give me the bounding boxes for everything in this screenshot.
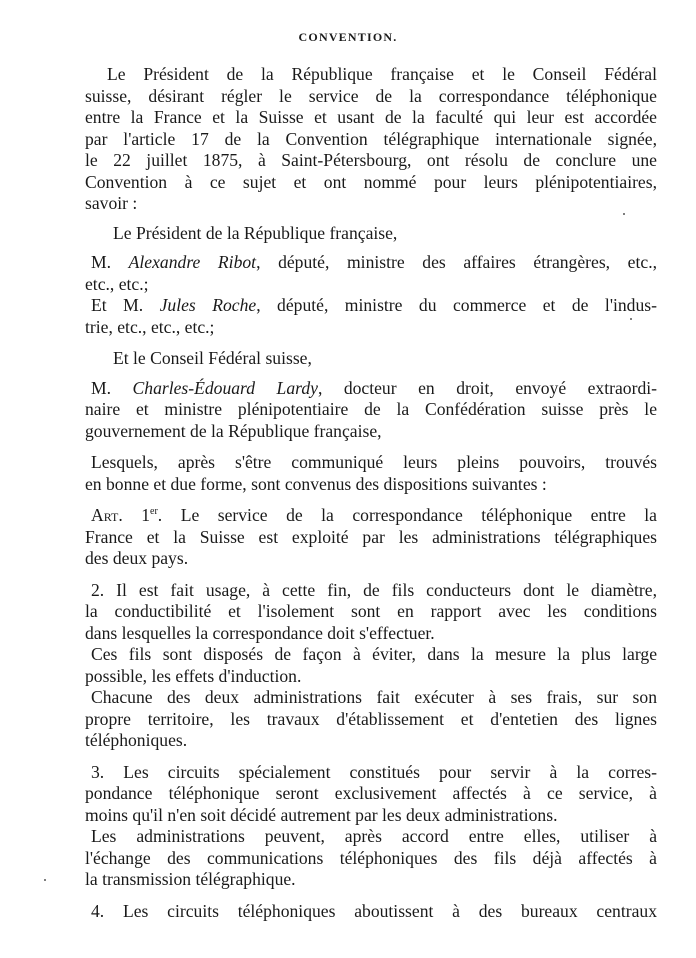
lardy-line — [85, 378, 657, 400]
roche-line — [85, 295, 657, 317]
article-3-para2-line: l'échange des communications téléphoniques des fils déjà affectés à — [85, 847, 657, 868]
france-party-intro: Le Président de la République française, — [113, 222, 398, 243]
article-2-para2-line: possible, les effets d'induction. — [85, 665, 302, 686]
article-3-para2-line: Les administrations peuvent, après accord entre elles, utiliser à — [91, 826, 657, 846]
article-2-para2-line: Ces fils sont disposés de façon à éviter, dans la mesure la plus large — [91, 644, 657, 664]
article-2-para3-line: propre territoire, les travaux d'établissement et d'entetien des lignes — [85, 708, 657, 729]
preamble-line: suisse, désirant régler le service de la correspondance téléphonique — [85, 85, 657, 106]
ribot-line — [85, 252, 657, 274]
roche-name: Jules Roche — [159, 295, 257, 315]
preamble-line: Convention à ce sujet et ont nommé pour leurs plénipotentiaires, — [85, 171, 657, 192]
article-2-line: 2. Il est fait usage, à cette fin, de fils conducteurs dont le diamètre, — [91, 579, 657, 600]
roche-continuation: trie, etc., etc., etc.; — [85, 316, 215, 337]
lesquels-line: en bonne et due forme, sont convenus des dispositions suivantes : — [85, 473, 547, 494]
article-1-label: Art. 1 — [91, 505, 151, 525]
document-body — [85, 64, 657, 922]
article-2-line: la conductibilité et l'isolement sont en rapport avec les conditions — [85, 601, 657, 621]
article-2-line: dans lesquelles la correspondance doit s'effectuer. — [85, 622, 435, 643]
article-3-line: 3. Les circuits spécialement constitués pour servir à la corres- — [91, 761, 657, 782]
article-1-line — [85, 505, 657, 527]
preamble-line: par l'article 17 de la Convention télégraphique internationale signée, — [85, 128, 657, 149]
roche-rest: , député, ministre du commerce et de l'indus- — [256, 295, 657, 315]
swiss-party-intro: Et le Conseil Fédéral suisse, — [113, 348, 312, 368]
ribot-rest: , député, ministre des affaires étrangères, etc., — [256, 252, 657, 272]
article-1-line: France et la Suisse est exploité par les administrations télégraphiques — [85, 526, 657, 547]
roche-prefix: Et M. — [91, 295, 144, 315]
article-2-para3-line: Chacune des deux administrations fait exécuter à ses frais, sur son — [91, 687, 657, 707]
lesquels-line: Lesquels, après s'être communiqué leurs pleins pouvoirs, trouvés — [91, 452, 657, 472]
article-4-line: 4. Les circuits téléphoniques aboutissent à des bureaux centraux — [91, 900, 657, 921]
lardy-prefix: M. — [91, 377, 112, 398]
scan-speck — [623, 213, 625, 215]
article-1-sup: er — [150, 506, 158, 518]
ribot-name: Alexandre Ribot — [128, 252, 257, 272]
article-1-text: . Le service de la correspondance téléphonique entre la — [157, 505, 657, 525]
article-3-line: moins qu'il n'en soit décidé autrement par les deux administrations. — [85, 804, 558, 825]
ribot-prefix: M. — [91, 252, 112, 272]
preamble-line: le 22 juillet 1875, à Saint-Pétersbourg, ont résolu de conclure une — [85, 150, 657, 170]
article-3-line: pondance téléphonique seront exclusivement affectés à ce service, à — [85, 783, 657, 803]
scan-speck — [44, 879, 46, 881]
article-1-line: des deux pays. — [85, 548, 189, 568]
lardy-line-3: gouvernement de la République française, — [85, 420, 382, 441]
preamble-line: savoir : — [85, 193, 138, 213]
article-2-para3-line: téléphoniques. — [85, 730, 188, 750]
preamble-line: entre la France et la Suisse et usant de la faculté qui leur est accordée — [85, 107, 657, 127]
article-3-para2-line: la transmission télégraphique. — [85, 869, 296, 889]
page-heading: CONVENTION. — [298, 30, 398, 44]
lardy-line-2: naire et ministre plénipotentiaire de la Confédération suisse près le — [85, 399, 657, 419]
ribot-continuation: etc., etc.; — [85, 273, 149, 294]
lardy-name: Charles-Édouard Lardy — [132, 377, 318, 398]
preamble-line: Le Président de la République française et le Conseil Fédéral — [107, 64, 657, 84]
scan-speck — [630, 318, 632, 320]
lardy-rest: , docteur en droit, envoyé extraordi- — [317, 377, 657, 398]
